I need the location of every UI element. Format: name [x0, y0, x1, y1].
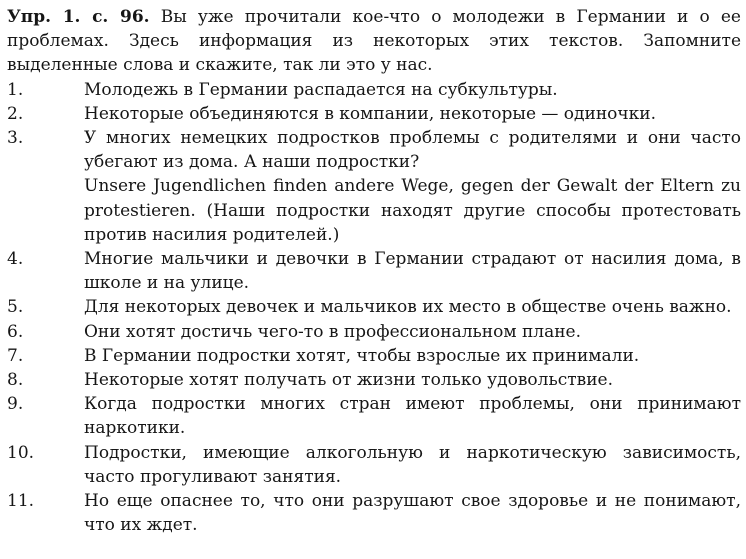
- item-number: 7.: [7, 345, 24, 366]
- item-number: 6.: [7, 321, 24, 342]
- item-text: Многие мальчики и девочки в Германии страдают от насилия дома, в школе и на улице.: [84, 249, 741, 294]
- textbook-page: [7, 5, 741, 537]
- list-item: [7, 441, 741, 489]
- statement-list: [7, 78, 741, 538]
- item-number: 11.: [7, 491, 35, 512]
- item-text: В Германии подростки хотят, чтобы взрослые их принимали.: [84, 345, 640, 366]
- item-text: Они хотят достичь чего-то в профессиональном плане.: [84, 321, 582, 342]
- item-text: Но еще опаснее то, что они разрушают свое здоровье и не понимают, что их ждет.: [84, 491, 741, 536]
- list-item: [7, 320, 741, 344]
- list-item: [7, 344, 741, 368]
- exercise-intro: [7, 5, 741, 78]
- item-translation: Unsere Jugendlichen finden andere Wege, gegen der Gewalt der Eltern zu protestieren. (Наши подростки находят другие способы протестовать против насилия родителей.): [84, 176, 741, 245]
- list-item: [7, 78, 741, 102]
- item-number: 3.: [7, 128, 24, 149]
- list-item: [7, 247, 741, 295]
- item-number: 1.: [7, 79, 24, 100]
- item-text: Подростки, имеющие алкогольную и наркотическую зависимость, часто прогуливают занятия.: [84, 442, 741, 487]
- item-text: Некоторые объединяются в компании, некоторые — одиночки.: [84, 103, 657, 124]
- list-item: [7, 102, 741, 126]
- item-number: 8.: [7, 370, 24, 391]
- item-text: Когда подростки многих стран имеют проблемы, они принимают наркотики.: [84, 394, 741, 439]
- list-item: [7, 295, 741, 319]
- item-text: Для некоторых девочек и мальчиков их место в обществе очень важно.: [84, 297, 732, 318]
- list-item: [7, 126, 741, 247]
- list-item: [7, 392, 741, 440]
- item-number: 10.: [7, 442, 35, 463]
- exercise-instruction: Вы уже прочитали кое-что о молодежи в Германии и о ее проблемах. Здесь информация из некоторых этих текстов. Запомните выделенные слова и скажите, так ли это у нас.: [7, 7, 741, 76]
- item-number: 9.: [7, 394, 24, 415]
- item-number: 5.: [7, 297, 24, 318]
- item-text: Молодежь в Германии распадается на субкультуры.: [84, 79, 558, 100]
- item-text: У многих немецких подростков проблемы с родителями и они часто убегают из дома. А наши подростки?: [84, 128, 741, 173]
- list-item: [7, 368, 741, 392]
- item-number: 4.: [7, 249, 24, 270]
- item-text: Некоторые хотят получать от жизни только удовольствие.: [84, 370, 613, 391]
- exercise-number: Упр. 1. с. 96.: [7, 7, 150, 27]
- item-number: 2.: [7, 103, 24, 124]
- list-item: [7, 489, 741, 537]
